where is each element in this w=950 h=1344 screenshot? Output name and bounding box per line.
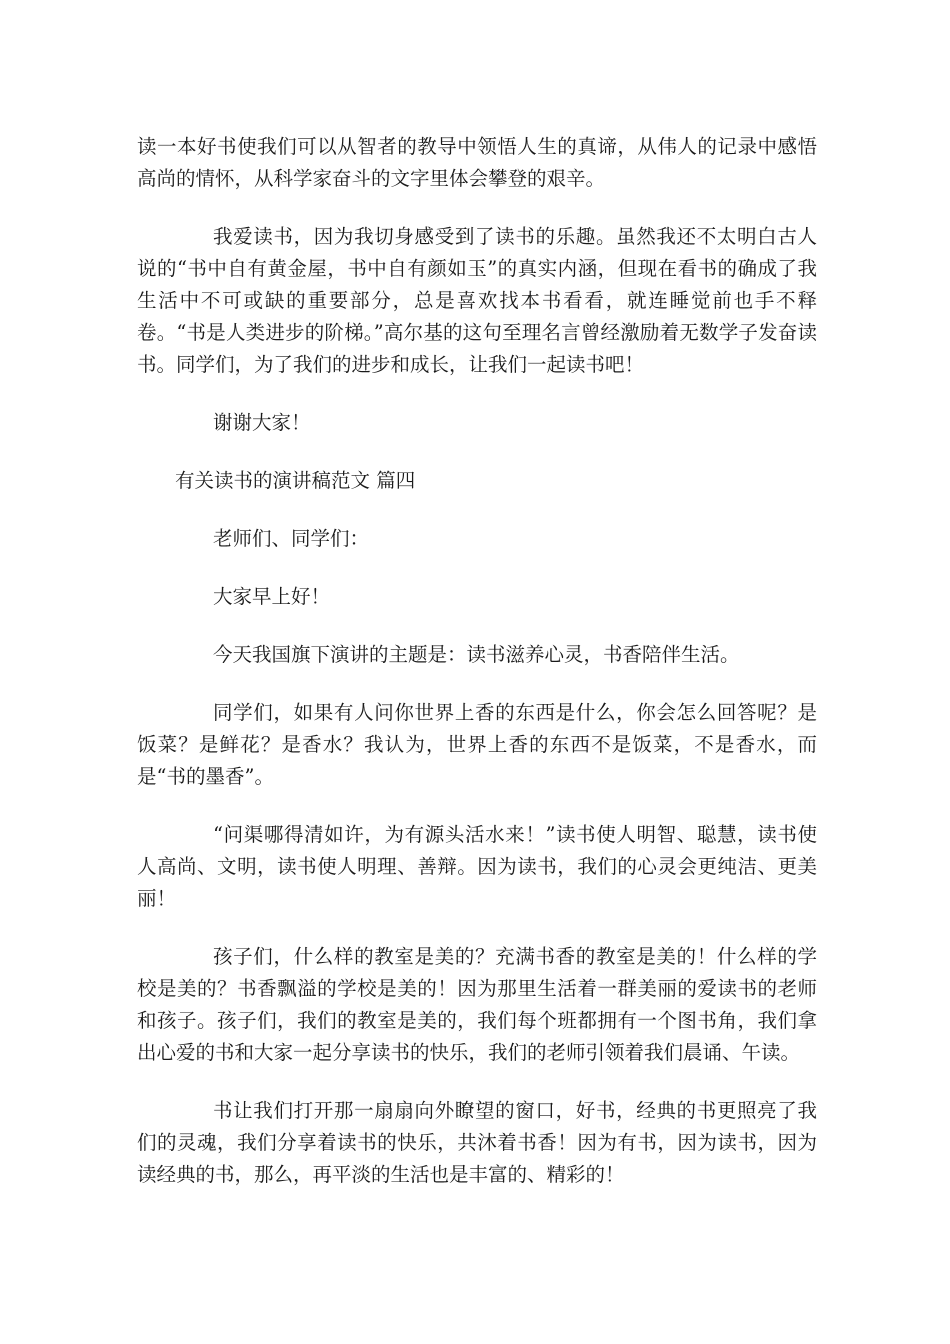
paragraph-salutation: 老师们、同学们： <box>213 527 370 550</box>
paragraph-classroom: 孩子们，什么样的教室是美的？充满书香的教室是美的！什么样的学校是美的？书香飘溢的学校是美的！因为那里生活着一群美丽的爱读书的老师和孩子。孩子们，我们的教室是美的，我们每个班都拥有一个图书角，我们拿出心爱的书和大家一起分享读书的快乐，我们的老师引领着我们晨诵、午读。 <box>137 945 817 1064</box>
paragraph-poem: “问渠哪得清如许，为有源头活水来！”读书使人明智、聪慧，读书使人高尚、文明，读书使人明理、善辩。因为读书，我们的心灵会更纯洁、更美丽！ <box>137 823 817 910</box>
section-heading: 有关读书的演讲稿范文 篇四 <box>175 469 416 492</box>
document-body <box>137 131 817 1217</box>
paragraph-continued: 读一本好书使我们可以从智者的教导中领悟人生的真谛，从伟人的记录中感悟高尚的情怀，从科学家奋斗的文字里体会攀登的艰辛。 <box>137 135 817 190</box>
paragraph-theme: 今天我国旗下演讲的主题是：读书滋养心灵，书香陪伴生活。 <box>213 643 740 666</box>
paragraph-window: 书让我们打开那一扇扇向外瞭望的窗口，好书，经典的书更照亮了我们的灵魂，我们分享着读书的快乐，共沐着书香！因为有书，因为读书，因为读经典的书，那么，再平淡的生活也是丰富的、精彩的！ <box>137 1099 817 1186</box>
paragraph-love-reading: 我爱读书，因为我切身感受到了读书的乐趣。虽然我还不太明白古人说的“书中自有黄金屋，书中自有颜如玉”的真实内涵，但现在看书的确成了我生活中不可或缺的重要部分，总是喜欢找本书看看，就连睡觉前也手不释卷。“书是人类进步的阶梯。”高尔基的这句至理名言曾经激励着无数学子发奋读书。同学们，为了我们的进步和成长，让我们一起读书吧！ <box>137 225 817 376</box>
paragraph-greeting: 大家早上好！ <box>213 585 331 608</box>
paragraph-thanks: 谢谢大家！ <box>213 411 311 434</box>
paragraph-fragrance: 同学们，如果有人问你世界上香的东西是什么，你会怎么回答呢？是饭菜？是鲜花？是香水？我认为，世界上香的东西不是饭菜，不是香水，而是“书的墨香”。 <box>137 701 817 788</box>
